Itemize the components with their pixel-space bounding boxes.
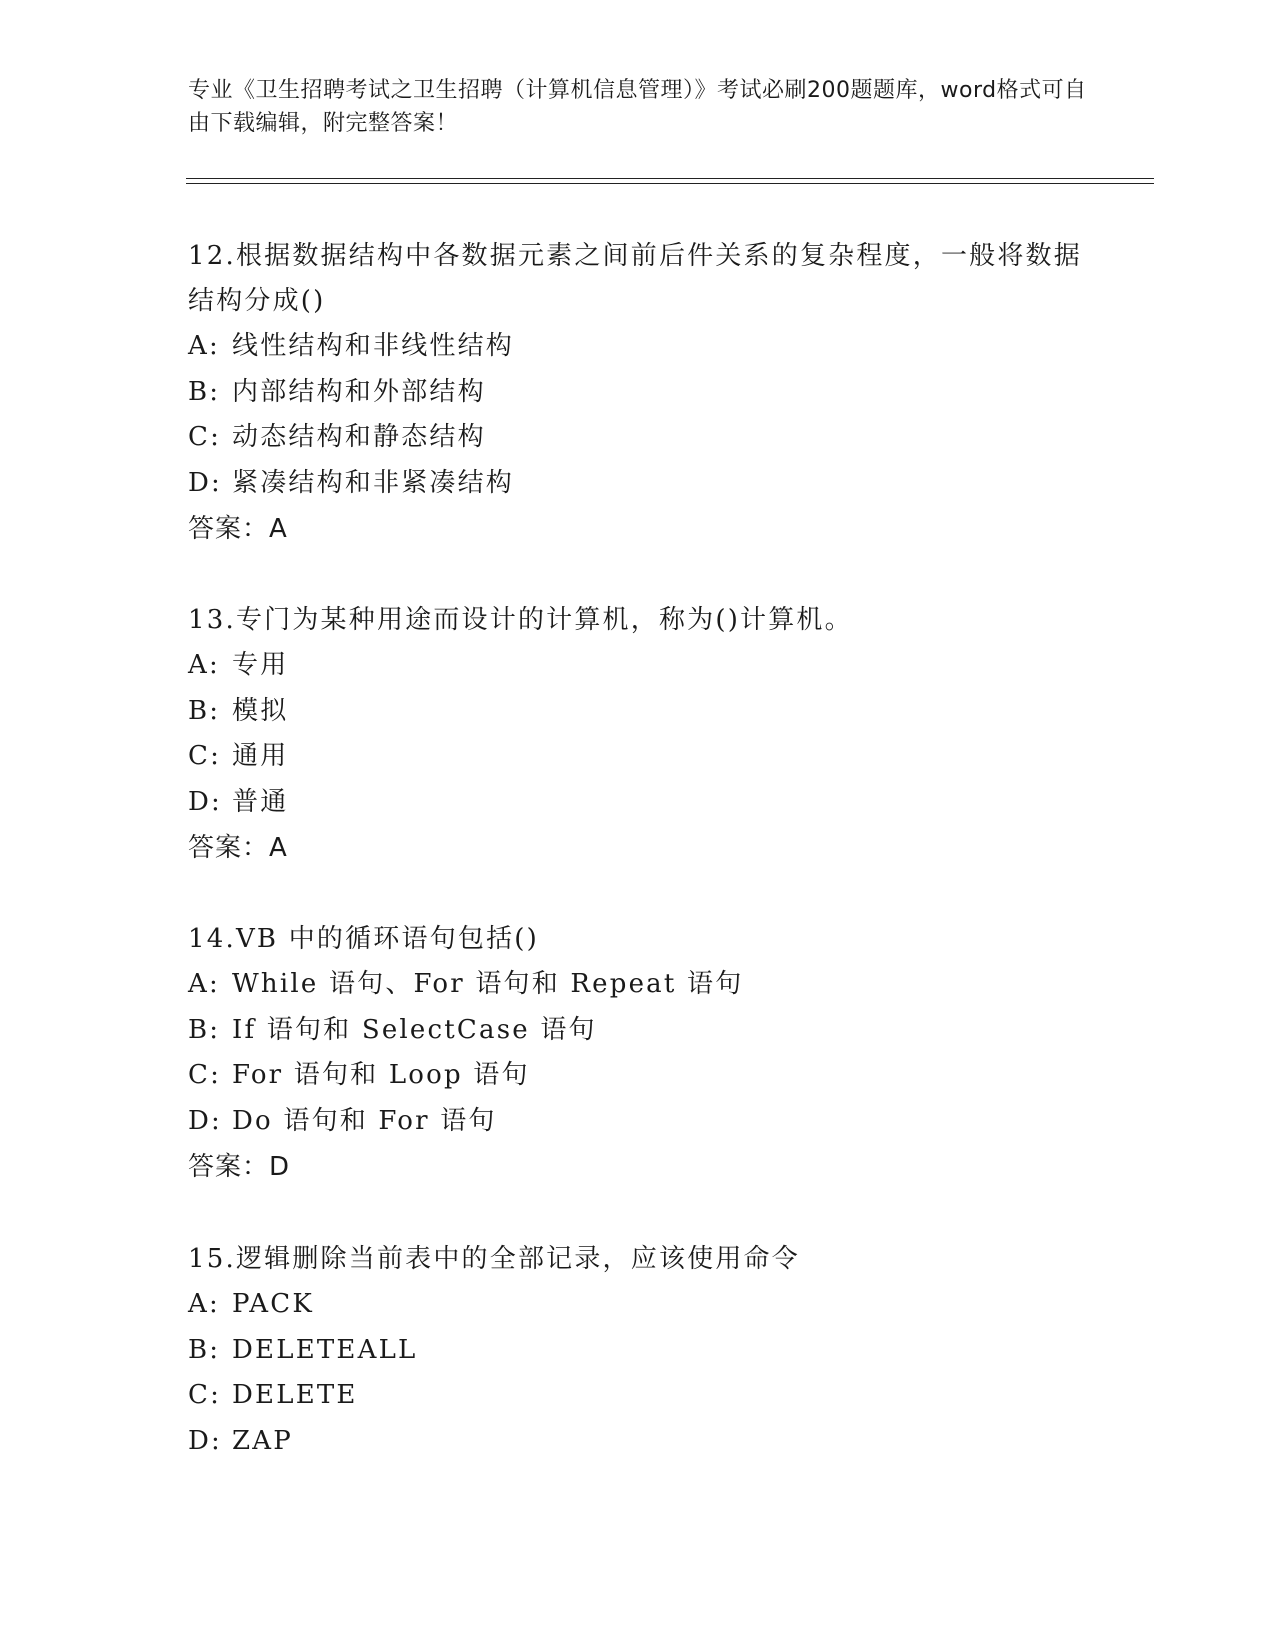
option-letter: C:: [188, 1060, 222, 1090]
option-text: 普通: [232, 786, 289, 817]
option-text: 内部结构和外部结构: [232, 376, 486, 407]
question-15: [188, 1237, 1108, 1464]
question-stem: 13.专门为某种用途而设计的计算机，称为()计算机。: [188, 605, 853, 635]
option-letter: D:: [188, 467, 223, 498]
option-d: [188, 461, 1108, 507]
option-a: [188, 1282, 1108, 1328]
answer-label: 答案：: [188, 833, 270, 863]
option-a: [188, 962, 1108, 1008]
option-b: [188, 1328, 1108, 1374]
option-text: DELETEALL: [232, 1334, 418, 1365]
option-d: [188, 780, 1108, 826]
option-letter: D:: [188, 1105, 223, 1136]
answer-value: A: [269, 833, 288, 863]
option-text: PACK: [232, 1289, 315, 1319]
option-text: While 语句、For 语句和 Repeat 语句: [232, 969, 744, 999]
option-text: 动态结构和静态结构: [232, 422, 486, 452]
answer-label: 答案：: [188, 514, 270, 544]
option-b: [188, 1008, 1108, 1054]
answer-label: 答案：: [188, 1152, 270, 1182]
option-d: [188, 1419, 1108, 1465]
option-letter: C:: [188, 422, 222, 452]
option-letter: B:: [188, 695, 221, 726]
question-13: [188, 598, 1108, 871]
option-text: DELETE: [232, 1380, 358, 1410]
option-c: [188, 734, 1108, 780]
option-text: For 语句和 Loop 语句: [232, 1060, 530, 1090]
option-letter: A:: [188, 1289, 220, 1319]
option-text: If 语句和 SelectCase 语句: [232, 1014, 597, 1045]
option-text: 线性结构和非线性结构: [232, 331, 515, 361]
answer-value: D: [269, 1152, 291, 1182]
option-text: 模拟: [232, 695, 289, 726]
option-a: [188, 643, 1108, 689]
header-divider-bottom: [186, 183, 1154, 184]
option-c: [188, 1053, 1108, 1099]
header-divider-top: [186, 178, 1154, 179]
question-stem: 12.根据数据结构中各数据元素之间前后件关系的复杂程度，一般将数据结构分成(): [188, 241, 1082, 316]
option-text: ZAP: [232, 1425, 293, 1456]
option-letter: A:: [188, 331, 220, 361]
option-letter: D:: [188, 1425, 223, 1456]
answer-line: [188, 506, 1108, 552]
option-letter: A:: [188, 969, 220, 999]
option-letter: B:: [188, 1014, 221, 1045]
document-header: [188, 74, 1108, 140]
option-letter: B:: [188, 376, 221, 407]
question-stem: 15.逻辑删除当前表中的全部记录，应该使用命令: [188, 1244, 800, 1274]
header-text: 专业《卫生招聘考试之卫生招聘（计算机信息管理）》考试必刷200题题库，word格式可自由下载编辑，附完整答案！: [188, 78, 1087, 136]
option-letter: A:: [188, 650, 220, 680]
answer-line: [188, 825, 1108, 871]
question-12: [188, 234, 1108, 552]
option-a: [188, 324, 1108, 370]
option-b: [188, 370, 1108, 416]
option-b: [188, 689, 1108, 735]
option-letter: C:: [188, 741, 222, 771]
option-text: 紧凑结构和非紧凑结构: [232, 467, 515, 498]
option-d: [188, 1099, 1108, 1145]
option-letter: B:: [188, 1334, 221, 1365]
option-c: [188, 415, 1108, 461]
answer-value: A: [269, 514, 288, 544]
option-letter: D:: [188, 786, 223, 817]
option-text: 通用: [232, 741, 289, 771]
answer-line: [188, 1144, 1108, 1190]
option-text: 专用: [232, 650, 289, 680]
option-text: Do 语句和 For 语句: [232, 1105, 497, 1136]
question-14: [188, 917, 1108, 1190]
question-stem: 14.VB 中的循环语句包括(): [188, 924, 539, 954]
option-letter: C:: [188, 1380, 222, 1410]
option-c: [188, 1373, 1108, 1419]
